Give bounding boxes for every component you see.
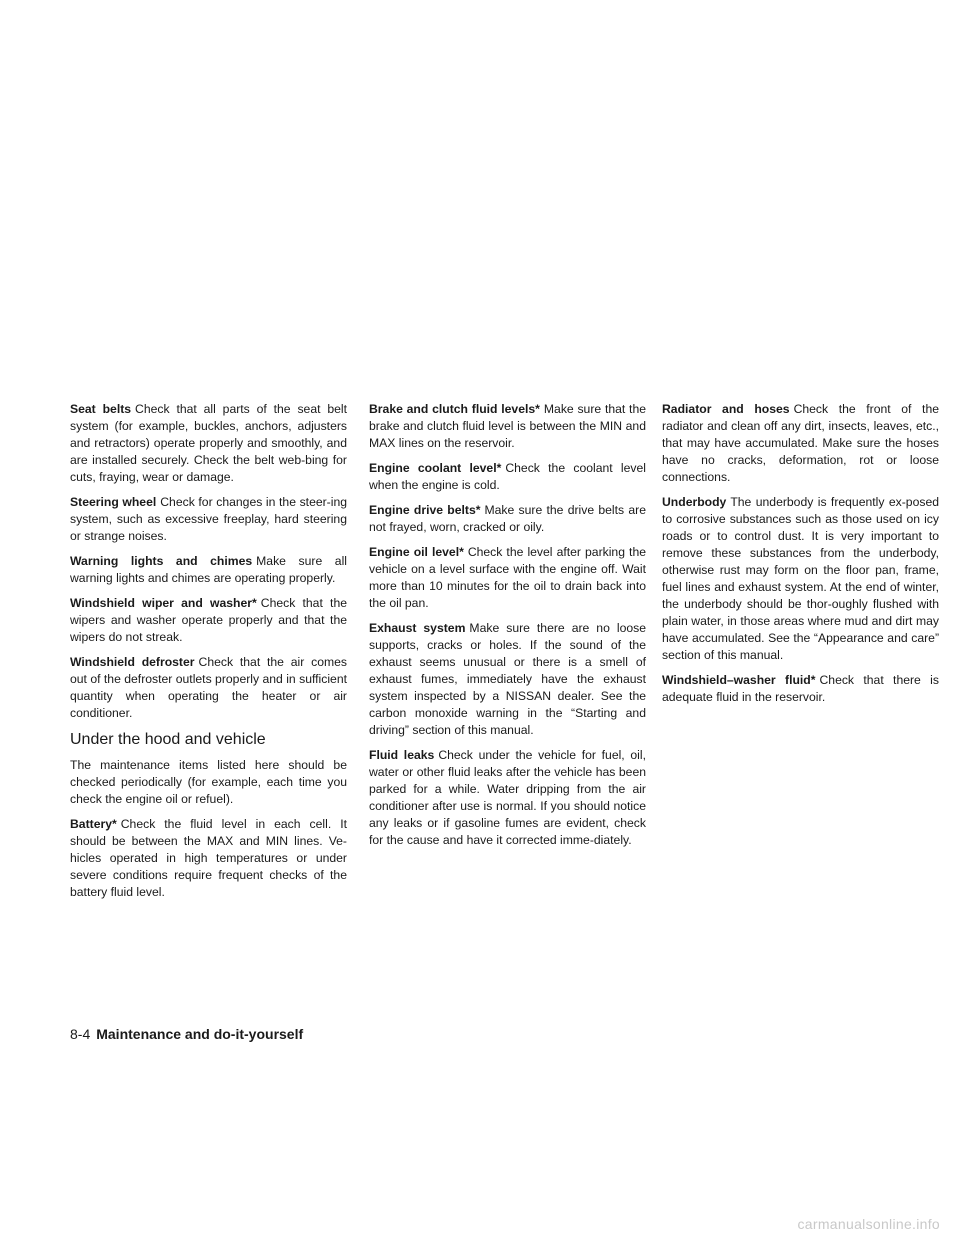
footer-title: Maintenance and do-it-yourself (96, 1026, 304, 1042)
page-number: 8-4 (70, 1026, 91, 1042)
section-intro: The maintenance items listed here should be checked periodically (for example, each time you check the engine oil or refuel). (70, 758, 347, 806)
entry-engine-oil: Engine oil level* Check the level after parking the vehicle on a level surface with the engine off. Wait more than 10 minutes for the oil to drain back into the oil pan. (369, 545, 646, 610)
page-footer (70, 1025, 303, 1043)
entry-brake-clutch-fluid: Brake and clutch fluid levels* Make sure that the brake and clutch fluid level is between the MIN and MAX lines on the reservoir. (369, 402, 646, 450)
section-heading: Under the hood and vehicle (70, 731, 266, 748)
entry-radiator-hoses: Radiator and hoses Check the front of the radiator and clean off any dirt, insects, leaves, etc., that may have accumulated. Make sure the hoses have no cracks, deformation, rot or loose connections. (662, 402, 939, 484)
entry-engine-coolant: Engine coolant level* Check the coolant level when the engine is cold. (369, 461, 646, 492)
entry-fluid-leaks: Fluid leaks Check under the vehicle for fuel, oil, water or other fluid leaks after the vehicle has been parked for a while. Water dripping from the air conditioner after use is normal. If you should notice any leaks or if gasoline fumes are evident, check for the cause and have it corrected imme-diately. (369, 748, 646, 847)
entry-drive-belts: Engine drive belts* Make sure the drive belts are not frayed, worn, cracked or oily. (369, 503, 646, 534)
watermark: carmanualsonline.info (797, 1216, 940, 1232)
entry-washer-fluid: Windshield–washer fluid* Check that there is adequate fluid in the reservoir. (662, 673, 939, 704)
entry-battery: Battery* Check the fluid level in each cell. It should be between the MAX and MIN lines. Ve-hicles operated in high temperatures or under severe conditions require frequent checks of the battery fluid level. (70, 817, 347, 899)
entry-warning-lights: Warning lights and chimes Make sure all warning lights and chimes are operating properly. (70, 554, 347, 585)
column-1 (70, 401, 347, 909)
entry-exhaust-system: Exhaust system Make sure there are no loose supports, cracks or holes. If the sound of the exhaust seems unusual or there is a smell of exhaust fumes, immediately have the exhaust system inspected by a NISSAN dealer. See the carbon monoxide warning in the “Starting and driving” section of this manual. (369, 621, 646, 737)
entry-windshield-defroster: Windshield defroster Check that the air comes out of the defroster outlets properly and in sufficient quantity when operating the heater or air conditioner. (70, 655, 347, 720)
column-2 (369, 401, 646, 857)
entry-seat-belts: Seat belts Check that all parts of the seat belt system (for example, buckles, anchors, adjusters and retractors) operate properly and smoothly, and are installed securely. Check the belt web-bing for cuts, fraying, wear or damage. (70, 402, 347, 484)
column-3 (662, 401, 939, 714)
entry-windshield-wiper: Windshield wiper and washer* Check that the wipers and washer operate properly and that the wipers do not streak. (70, 596, 347, 644)
entry-steering-wheel: Steering wheel Check for changes in the steer-ing system, such as excessive freeplay, hard steering or strange noises. (70, 495, 348, 543)
entry-underbody: Underbody The underbody is frequently ex-posed to corrosive substances such as those used on icy roads or to control dust. It is very important to remove these substances from the underbody, otherwise rust may form on the floor pan, frame, fuel lines and exhaust system. At the end of winter, the underbody should be thor-oughly flushed with plain water, in those areas where mud and dirt may have accumulated. See the “Appearance and care” section of this manual. (662, 495, 939, 662)
